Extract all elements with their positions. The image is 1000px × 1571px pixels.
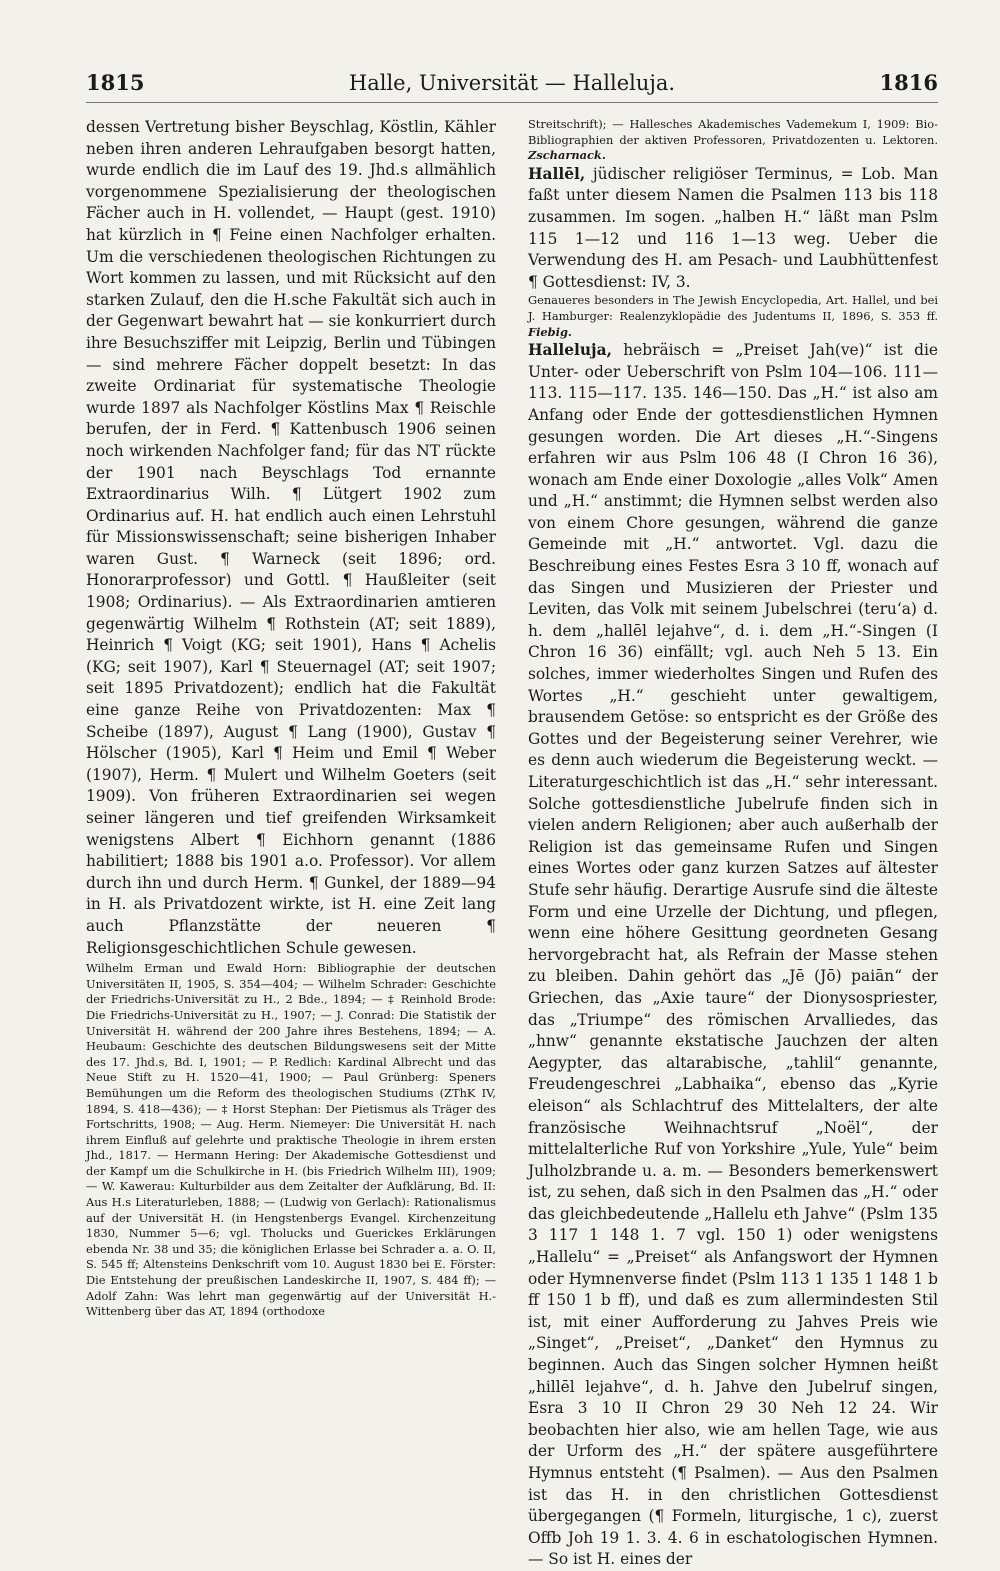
author-signature: Zscharnack. <box>528 148 606 163</box>
bibliography-text: Streitschrift); — Hallesches Akademisches Vademekum I, 1909: Bio-Bibliographien der aktiven Professoren, Privatdozenten u. Lektoren. <box>528 117 938 147</box>
bibliography-continued <box>528 117 938 164</box>
author-signature: Fiebig. <box>528 324 572 339</box>
note-hallel <box>528 293 938 340</box>
left-column <box>86 117 496 1571</box>
right-column <box>528 117 938 1571</box>
bibliography-halle: Wilhelm Erman und Ewald Horn: Bibliographie der deutschen Universitäten II, 1905, S. 354—404; — Wilhelm Schrader: Geschichte der Friedrichs-Universität zu H., 2 Bde., 1894; — ‡ Reinhold Brode: Die Friedrichs-Universität zu H., 1907; — J. Conrad: Die Statistik der Universität H. während der 200 Jahre ihres Bestehens, 1894; — A. Heubaum: Geschichte des deutschen Bildungswesens seit der Mitte des 17. Jhd.s, Bd. I, 1901; — P. Redlich: Kardinal Albrecht und das Neue Stift zu H. 1520—41, 1900; — Paul Grünberg: Speners Bemühungen um die Reform des theologischen Studiums (ZThK IV, 1894, S. 418—436); — ‡ Horst Stephan: Der Pietismus als Träger des Fortschritts, 1908; — Aug. Herm. Niemeyer: Die Universität H. nach ihrem Einfluß auf gelehrte und praktische Theologie in ihrem ersten Jhd., 1817. — Hermann Hering: Der Akademische Gottesdienst und der Kampf um die Schulkirche in H. (bis Friedrich Wilhelm III), 1909; — W. Kawerau: Kulturbilder aus dem Zeitalter der Aufklärung, Bd. II: Aus H.s Literaturleben, 1888; — (Ludwig von Gerlach): Rationalismus auf der Universität H. (in Hengstenbergs Evangel. Kirchenzeitung 1830, Nummer 5—6; vgl. Tholucks und Guerickes Erklärungen ebenda Nr. 38 und 35; die königlichen Erlasse bei Schrader a. a. O. II, S. 545 ff; Altensteins Denkschrift vom 10. August 1830 bei E. Förster: Die Entstehung der preußischen Landeskirche II, 1907, S. 484 ff); — Adolf Zahn: Was lehrt man gegenwärtig auf der Universität H.-Wittenberg über das AT, 1894 (orthodoxe <box>86 961 496 1319</box>
article-halleluja <box>528 340 938 1571</box>
note-text: Genaueres besonders in The Jewish Encyclopedia, Art. Hallel, und bei J. Hamburger: Realenzyklopädie des Judentums II, 1896, S. 353 ff. <box>528 293 938 323</box>
right-column-number: 1816 <box>879 70 938 95</box>
left-column-number: 1815 <box>86 70 145 95</box>
text-columns <box>86 117 938 1571</box>
article-body-halleluja: hebräisch = „Preiset Jah(ve)“ ist die Unter- oder Ueberschrift von Pslm 104—106. 111—113. 115—117. 135. 146—150. Das „H.“ ist also am Anfang oder Ende der gottesdienstlichen Hymnen gesungen worden. Die Art dieses „H.“-Singens erfahren wir aus Pslm 106 48 (I Chron 16 36), wonach am Ende einer Doxologie „alles Volk“ Amen und „H.“ anstimmt; die Hymnen selbst werden also von einem Chore gesungen, während die ganze Gemeinde mit „H.“ antwortet. Vgl. dazu die Beschreibung eines Festes Esra 3 10 ff, wonach auf das Singen und Musizieren der Priester und Leviten, das Volk mit seinem Jubelschrei (teru‘a) d. h. dem „hallēl lejahve“, d. i. dem „H.“-Singen (I Chron 16 36) einfällt; vgl. auch Neh 5 13. Ein solches, immer wiederholtes Singen und Rufen des Wortes „H.“ geschieht unter gewaltigem, brausendem Getöse: so entspricht es der Größe des Gottes und der Begeisterung seiner Verehrer, wie es denn auch wiederum die Begeisterung weckt. — Literaturgeschichtlich ist das „H.“ sehr interessant. Solche gottesdienstliche Jubelrufe finden sich in vielen andern Religionen; aber auch außerhalb der Religion ist das gemeinsame Rufen und Singen eines Wortes oder ganz kurzen Satzes auf ältester Stufe sehr häufig. Derartige Ausrufe sind die älteste Form und eine Urzelle der Dichtung, und pflegen, wenn eine höhere Gesittung geordneten Gesang hervorgebracht hat, als Refrain der Masse stehen zu bleiben. Dahin gehört das „Jē (Jō) paiān“ der Griechen, das „Axie taure“ der Dionysospriester, das „Triumpe“ des römischen Arvalliedes, das „hnw“ genannte ekstatische Jauchzen der alten Aegypter, das altarabische, „tahlil“ genannte, Freudengeschrei „Labhaika“, ebenso das „Kyrie eleison“ als Schlachtruf des Mittelalters, der alte französische Weihnachtsruf „Noël“, der mittelalterliche Ruf von Yorkshire „Yule, Yule“ beim Julholzbrande u. a. m. — Besonders bemerkenswert ist, zu sehen, daß sich in den Psalmen das „H.“ oder das gleichbedeutende „Hallelu eth Jahve“ (Pslm 135 3 117 1 148 1. 7 vgl. 150 1) oder wenigstens „Hallelu“ = „Preiset“ als Anfangswort der Hymnen oder Hymnenverse findet (Pslm 113 1 135 1 148 1 b ff 150 1 b ff), und daß es zum allermindesten Stil ist, mit einer Aufforderung zu Jahves Preis wie „Singet“, „Preiset“, „Danket“ den Hymnus zu beginnen. Auch das Singen solcher Hymnen heißt „hillēl lejahve“, d. h. Jahve den Jubelruf singen, Esra 3 10 II Chron 29 30 Neh 12 24. Wir beobachten hier also, wie am hellen Tage, wie aus der Urform des „H.“ der spätere ausgeführtere Hymnus entsteht (¶ Psalmen). — Aus den Psalmen ist das H. in den christlichen Gottesdienst übergegangen (¶ Formeln, liturgische, 1 c), zuerst Offb Joh 19 1. 3. 4. 6 in eschatologischen Hymnen. — So ist H. eines der <box>528 341 938 1569</box>
headword-hallel: Hallēl, <box>528 164 586 183</box>
running-title: Halle, Universität — Halleluja. <box>348 71 676 95</box>
running-header <box>86 70 938 103</box>
article-body-halle: dessen Vertretung bisher Beyschlag, Köstlin, Kähler neben ihren anderen Lehraufgaben besorgt hatten, wurde endlich die im Lauf des 19. Jhd.s allmählich vorgenommene Spezialisierung der theologischen Fächer auch in H. vollendet, — Haupt (gest. 1910) hat kürzlich in ¶ Feine einen Nachfolger erhalten. Um die verschiedenen theologischen Richtungen zu Wort kommen zu lassen, und mit Rücksicht auf den starken Zulauf, den die H.sche Fakultät sich auch in der Gegenwart bewahrt hat — sie konkurriert durch ihre Besuchsziffer mit Leipzig, Berlin und Tübingen — sind mehrere Fächer doppelt besetzt: In das zweite Ordinariat für systematische Theologie wurde 1897 als Nachfolger Köstlins Max ¶ Reischle berufen, der in Ferd. ¶ Kattenbusch 1906 seinen noch wirkenden Nachfolger fand; für das NT rückte der 1901 nach Beyschlags Tod ernannte Extraordinarius Wilh. ¶ Lütgert 1902 zum Ordinarius auf. H. hat endlich auch einen Lehrstuhl für Missionswissenschaft; seine bisherigen Inhaber waren Gust. ¶ Warneck (seit 1896; ord. Honorarprofessor) und Gottl. ¶ Haußleiter (seit 1908; Ordinarius). — Als Extraordinarien amtieren gegenwärtig Wilhelm ¶ Rothstein (AT; seit 1889), Heinrich ¶ Voigt (KG; seit 1901), Hans ¶ Achelis (KG; seit 1907), Karl ¶ Steuernagel (AT; seit 1907; seit 1895 Privatdozent); endlich hat die Fakultät eine ganze Reihe von Privatdozenten: Max ¶ Scheibe (1897), August ¶ Lang (1900), Gustav ¶ Hölscher (1905), Karl ¶ Heim und Emil ¶ Weber (1907), Herm. ¶ Mulert und Wilhelm Goeters (seit 1909). Von früheren Extraordinarien sei wegen seiner längeren und tief greifenden Wirksamkeit wenigstens Albert ¶ Eichhorn genannt (1886 habilitiert; 1888 bis 1901 a.o. Professor). Vor allem durch ihn und durch Herm. ¶ Gunkel, der 1889—94 in H. als Privatdozent wirkte, ist H. eine Zeit lang auch Pflanzstätte der neueren ¶ Religionsgeschichtlichen Schule gewesen. <box>86 118 496 957</box>
headword-halleluja: Halleluja, <box>528 341 612 360</box>
article-body-hallel: jüdischer religiöser Terminus, = Lob. Man faßt unter diesem Namen die Psalmen 113 bis 118 zusammen. Im sogen. „halben H.“ läßt man Pslm 115 1—12 und 116 1—13 weg. Ueber die Verwendung des H. am Pesach- und Laubhüttenfest ¶ Gottesdienst: IV, 3. <box>528 164 938 291</box>
article-hallel <box>528 164 938 294</box>
